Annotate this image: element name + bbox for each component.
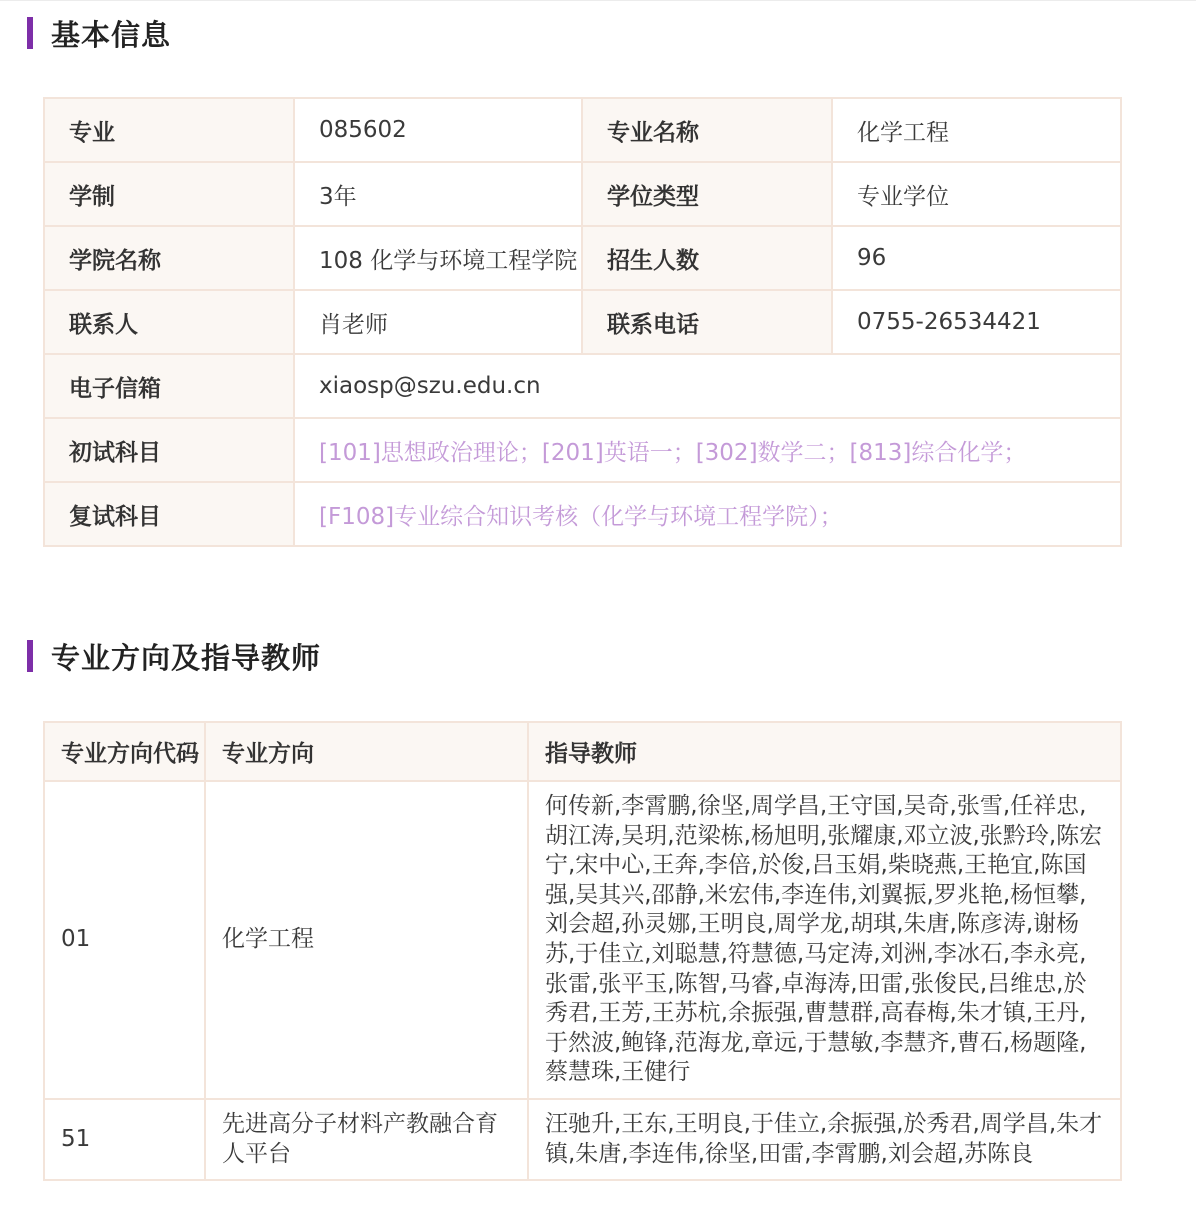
info-row (44, 290, 1121, 354)
direction-code: 51 (44, 1099, 205, 1180)
column-header-direction: 专业方向 (205, 722, 528, 781)
info-label: 专业名称 (582, 98, 832, 162)
info-row (44, 226, 1121, 290)
table-header-row (44, 722, 1121, 781)
info-value: 肖老师 (294, 290, 582, 354)
info-row-retest-exam (44, 482, 1121, 546)
info-value-college: 108 化学与环境工程学院 (294, 226, 582, 290)
info-value: 085602 (294, 98, 582, 162)
info-value-phone: 0755-26534421 (832, 290, 1121, 354)
top-divider (0, 0, 1196, 1)
info-label: 联系人 (44, 290, 294, 354)
info-row (44, 98, 1121, 162)
info-row-prelim-exam (44, 418, 1121, 482)
info-label: 学制 (44, 162, 294, 226)
basic-info-table (43, 97, 1122, 547)
info-row (44, 162, 1121, 226)
column-header-advisors: 指导教师 (528, 722, 1121, 781)
info-label: 学位类型 (582, 162, 832, 226)
info-row-email (44, 354, 1121, 418)
section-title-directions (27, 638, 321, 674)
info-label: 招生人数 (582, 226, 832, 290)
info-label: 初试科目 (44, 418, 294, 482)
info-value: 化学工程 (832, 98, 1121, 162)
email-value: xiaosp@szu.edu.cn (294, 354, 1121, 418)
info-value: 3年 (294, 162, 582, 226)
info-label: 专业 (44, 98, 294, 162)
direction-code: 01 (44, 781, 205, 1099)
info-value: 96 (832, 226, 1121, 290)
advisor-list: 何传新,李霄鹏,徐坚,周学昌,王守国,吴奇,张雪,任祥忠,胡江涛,吴玥,范梁栋,杨旭明,张耀康,邓立波,张黔玲,陈宏宁,宋中心,王奔,李倍,於俊,吕玉娟,柴晓燕,王艳宜,陈国强,吴其兴,邵静,米宏伟,李连伟,刘翼振,罗兆艳,杨恒攀,刘会超,孙灵娜,王明良,周学龙,胡琪,朱唐,陈彦涛,谢杨苏,于佳立,刘聪慧,符慧德,马定涛,刘洲,李冰石,李永亮,张雷,张平玉,陈智,马睿,卓海涛,田雷,张俊民,吕维忠,於秀君,王芳,王苏杭,余振强,曹慧群,高春梅,朱才镇,王丹,于然波,鲍锋,范海龙,章远,于慧敏,李慧齐,曹石,杨题隆,蔡慧珠,王健行 (528, 781, 1121, 1099)
info-value: 专业学位 (832, 162, 1121, 226)
directions-table (43, 721, 1122, 1181)
section-accent-bar (27, 640, 33, 672)
info-label: 学院名称 (44, 226, 294, 290)
info-label: 联系电话 (582, 290, 832, 354)
table-row (44, 781, 1121, 1099)
section-title-text: 专业方向及指导教师 (51, 640, 322, 675)
direction-name: 先进高分子材料产教融合育人平台 (205, 1099, 528, 1180)
section-title-text: 基本信息 (51, 17, 172, 52)
section-title-basic-info (27, 15, 171, 51)
advisor-list: 汪驰升,王东,王明良,于佳立,余振强,於秀君,周学昌,朱才镇,朱唐,李连伟,徐坚,田雷,李霄鹏,刘会超,苏陈良 (528, 1099, 1121, 1180)
retest-exam-subjects-link[interactable]: [F108]专业综合知识考核（化学与环境工程学院）； (294, 482, 1121, 546)
table-row (44, 1099, 1121, 1180)
section-accent-bar (27, 17, 33, 49)
info-label: 电子信箱 (44, 354, 294, 418)
column-header-direction-code: 专业方向代码 (44, 722, 205, 781)
info-label: 复试科目 (44, 482, 294, 546)
direction-name: 化学工程 (205, 781, 528, 1099)
prelim-exam-subjects-link[interactable]: [101]思想政治理论；[201]英语一；[302]数学二；[813]综合化学； (294, 418, 1121, 482)
